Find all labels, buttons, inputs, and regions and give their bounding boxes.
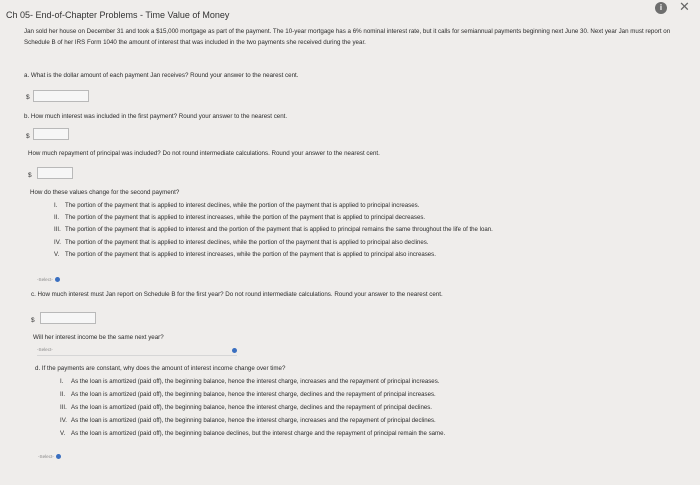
- answer-c-input[interactable]: [40, 312, 96, 324]
- option-b3-2: II. The portion of the payment that is applied to interest increases, while the portion of the payment that is applied to principal decreases.: [54, 214, 426, 221]
- question-d-text: d. If the payments are constant, why does the amount of interest income change over time?: [35, 365, 286, 372]
- chevron-down-icon: [56, 454, 61, 459]
- option-b3-1: I. The portion of the payment that is applied to interest declines, while the portion of the payment that is applied to principal increases.: [54, 202, 420, 209]
- currency-b2: $: [28, 172, 32, 179]
- option-b3-3: III. The portion of the payment that is applied to interest and the portion of the payment that is applied to principal remains the same throughout the life of the loan.: [54, 226, 493, 233]
- question-c-text: c. How much interest must Jan report on Schedule B for the first year? Do not round intermediate calculations. Round your answer to the nearest cent.: [31, 291, 443, 298]
- page-title: Ch 05- End-of-Chapter Problems - Time Value of Money: [6, 10, 230, 20]
- option-d-4: IV. As the loan is amortized (paid off), the beginning balance, hence the interest charge, increases and the repayment of principal declines.: [60, 417, 436, 424]
- currency-a: $: [26, 94, 30, 101]
- select-b3[interactable]: -Select-: [37, 276, 60, 284]
- select-c2[interactable]: -Select-: [37, 347, 53, 352]
- answer-b-input[interactable]: [33, 128, 69, 140]
- chevron-down-icon: [55, 277, 60, 282]
- question-b-text: b. How much interest was included in the first payment? Round your answer to the nearest cent.: [24, 113, 288, 120]
- select-c2-underline: [37, 355, 237, 356]
- answer-a-input[interactable]: [33, 90, 89, 102]
- option-d-2: II. As the loan is amortized (paid off), the beginning balance, hence the interest charge, declines and the repayment of principal increases.: [60, 391, 436, 398]
- question-c2-text: Will her interest income be the same next year?: [33, 334, 164, 341]
- question-a-text: a. What is the dollar amount of each payment Jan receives? Round your answer to the nearest cent.: [24, 72, 299, 79]
- currency-b: $: [26, 133, 30, 140]
- select-d[interactable]: -Select-: [38, 453, 61, 461]
- chevron-down-icon[interactable]: [232, 347, 237, 356]
- answer-b2-input[interactable]: [37, 167, 73, 179]
- problem-intro: Jan sold her house on December 31 and took a $15,000 mortgage as part of the payment. The 10-year mortgage has a 6% nominal interest rate, but it calls for semiannual payments beginning next June 30. Next year Jan must report on Schedule B of her IRS Form 1040 the amount of interest that was included in the two payments she received during the year.: [24, 28, 671, 46]
- option-d-1: I. As the loan is amortized (paid off), the beginning balance, hence the interest charge, increases and the repayment of principal increases.: [60, 378, 440, 385]
- currency-c: $: [31, 317, 35, 324]
- option-d-5: V. As the loan is amortized (paid off), the beginning balance declines, but the interest charge and the repayment of principal remain the same.: [60, 430, 446, 437]
- option-d-3: III. As the loan is amortized (paid off), the beginning balance, hence the interest charge, declines and the repayment of principal declines.: [60, 404, 432, 411]
- close-icon[interactable]: ✕: [679, 0, 690, 14]
- info-icon[interactable]: i: [655, 2, 667, 14]
- option-b3-4: IV. The portion of the payment that is applied to interest declines, while the portion of the payment that is applied to principal also declines.: [54, 239, 429, 246]
- question-b2-text: How much repayment of principal was included? Do not round intermediate calculations. Round your answer to the nearest cent.: [28, 150, 380, 157]
- option-b3-5: V. The portion of the payment that is applied to interest increases, while the portion of the payment that is applied to principal also increases.: [54, 251, 436, 258]
- question-b3-text: How do these values change for the second payment?: [30, 189, 180, 196]
